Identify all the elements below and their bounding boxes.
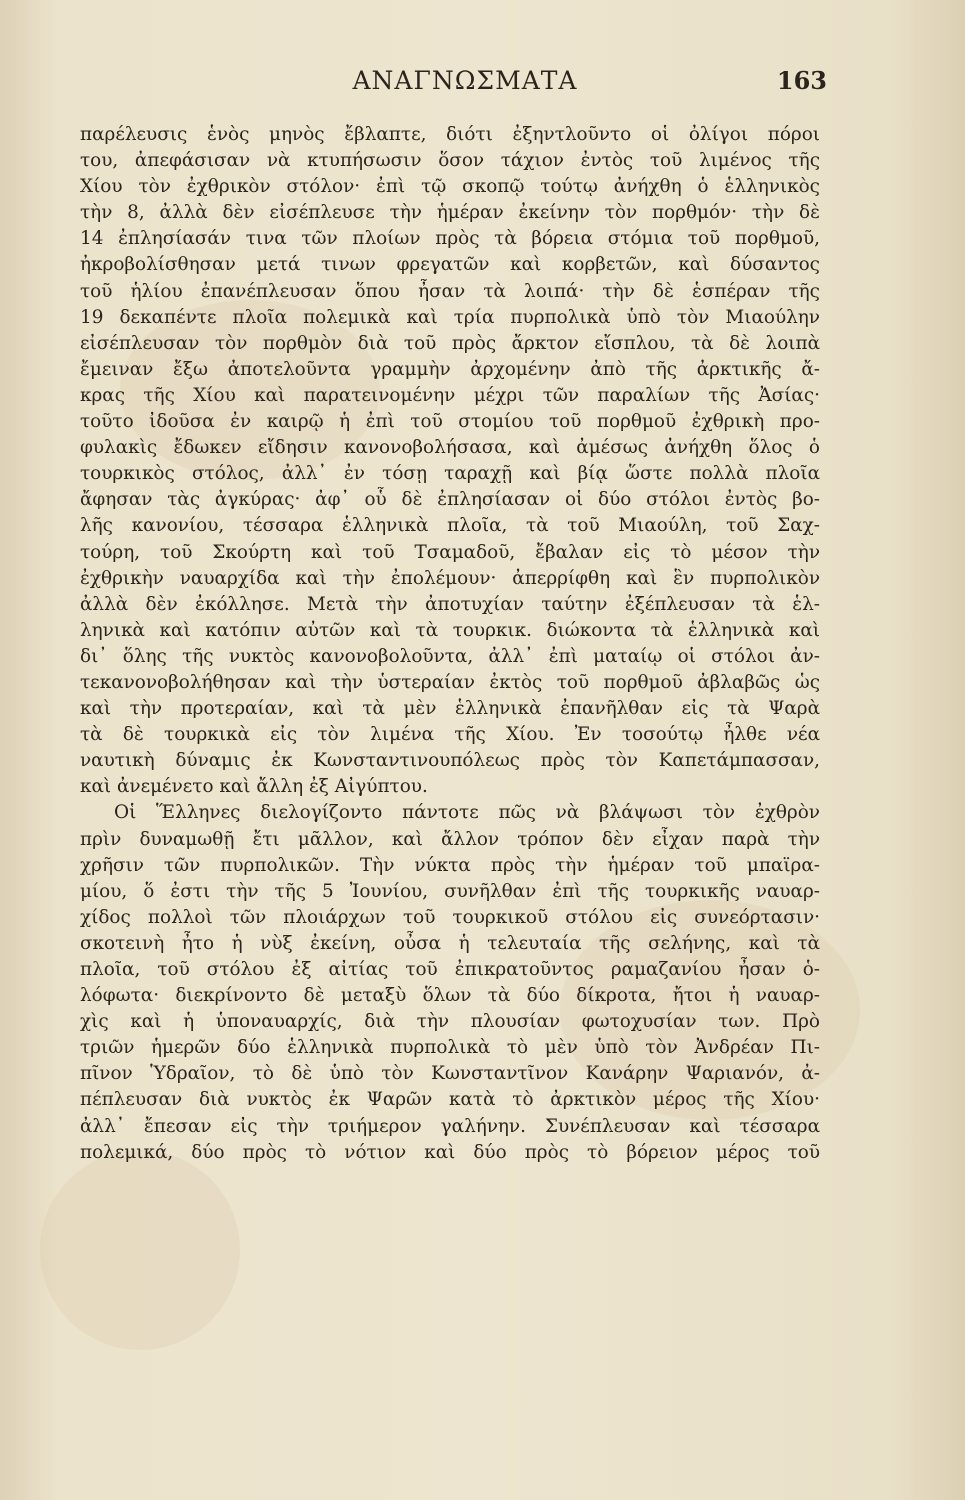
page-number: 163 (776, 66, 827, 95)
text-line: δι᾽ ὅλης τῆς νυκτὸς κανονοβολοῦντα, ἀλλ᾽ ἐπὶ ματαίῳ οἱ στόλοι ἀν- (80, 645, 820, 667)
text-line: τριῶν ἡμερῶν δύο ἑλληνικὰ πυρπολικὰ τὸ μὲν ὑπὸ τὸν Ἀνδρέαν Πι- (80, 1037, 820, 1059)
text-line: ἄφησαν τὰς ἀγκύρας· ἀφ᾽ οὗ δὲ ἐπλησίασαν οἱ δύο στόλοι ἐντὸς βο- (80, 489, 820, 511)
text-line: παρέλευσις ἑνὸς μηνὸς ἔβλαπτε, διότι ἐξηντλοῦντο οἱ ὀλίγοι πόροι (80, 124, 820, 145)
running-title: ΑΝΑΓΝΩΣΜΑΤΑ (352, 66, 578, 95)
text-line: ἐχθρικὴν ναυαρχίδα καὶ τὴν ἐπολέμουν· ἀπερρίφθη καὶ ἓν πυρπολικὸν (80, 567, 820, 589)
text-line: πλοῖα, τοῦ στόλου ἐξ αἰτίας τοῦ ἐπικρατοῦντος ραμαζανίου ἦσαν ὁ- (80, 959, 820, 980)
text-line: εἰσέπλευσαν τὸν πορθμὸν διὰ τοῦ πρὸς ἄρκτον εἴσπλου, τὰ δὲ λοιπὰ (80, 332, 820, 354)
text-line: ἠκροβολίσθησαν μετά τινων φρεγατῶν καὶ κορβετῶν, καὶ δύσαντος (80, 254, 820, 276)
text-line: καὶ τὴν προτεραίαν, καὶ τὰ μὲν ἑλληνικὰ ἐπανῆλθαν εἰς τὰ Ψαρὰ (80, 698, 820, 720)
text-line: σκοτεινὴ ἦτο ἡ νὺξ ἐκείνη, οὖσα ἡ τελευταία τῆς σελήνης, καὶ τὰ (80, 932, 820, 954)
text-line: ἀλλ᾽ ἔπεσαν εἰς τὴν τριήμερον γαλήνην. Συνέπλευσαν καὶ τέσσαρα (80, 1115, 820, 1137)
text-line: τεκανονοβολήθησαν καὶ τὴν ὑστεραίαν ἐκτὸς τοῦ πορθμοῦ ἀβλαβῶς ὡς (80, 671, 820, 693)
text-line: πολεμικά, δύο πρὸς τὸ νότιον καὶ δύο πρὸς τὸ βόρειον μέρος τοῦ (80, 1141, 820, 1163)
text-line: μίου, ὅ ἐστι τὴν τῆς 5 Ἰουνίου, συνῆλθαν ἐπὶ τῆς τουρκικῆς ναυαρ- (80, 880, 820, 902)
text-line: πρὶν δυναμωθῇ ἔτι μᾶλλον, καὶ ἄλλον τρόπον δὲν εἶχαν παρὰ τὴν (80, 828, 820, 850)
text-line: τὴν 8, ἀλλὰ δὲν εἰσέπλευσε τὴν ἡμέραν ἐκείνην τὸν πορθμόν· τὴν δὲ (80, 202, 820, 224)
text-line: ἀλλὰ δὲν ἐκόλλησε. Μετὰ τὴν ἀποτυχίαν ταύτην ἐξέπλευσαν τὰ ἑλ- (80, 593, 820, 615)
text-line: πῖνον Ὑδραῖον, τὸ δὲ ὑπὸ τὸν Κωνσταντῖνον Κανάρην Ψαριανόν, ἀ- (80, 1063, 820, 1085)
text-line: ἔμειναν ἔξω ἀποτελοῦντα γραμμὴν ἀρχομένην ἀπὸ τῆς ἀρκτικῆς ἄ- (80, 358, 820, 380)
text-line: ναυτικὴ δύναμις ἐκ Κωνσταντινουπόλεως πρὸς τὸν Καπετάμπασσαν, (80, 750, 820, 772)
text-line: τοῦτο ἰδοῦσα ἐν καιρῷ ἡ ἐπὶ τοῦ στομίου τοῦ πορθμοῦ ἐχθρικὴ προ- (80, 411, 820, 433)
text-line: Χίου τὸν ἐχθρικὸν στόλον· ἐπὶ τῷ σκοπῷ τούτῳ ἀνήχθη ὁ ἑλληνικὸς (80, 176, 820, 198)
text-line: λόφωτα· διεκρίνοντο δὲ μεταξὺ ὅλων τὰ δύο δίκροτα, ἤτοι ἡ ναυαρ- (80, 985, 820, 1007)
text-line: Οἱ Ἕλληνες διελογίζοντο πάντοτε πῶς νὰ βλάψωσι τὸν ἐχθρὸν (114, 802, 820, 824)
body-text (80, 122, 820, 1452)
text-line: καὶ ἀνεμένετο καὶ ἄλλη ἐξ Αἰγύπτου. (80, 776, 428, 798)
text-line: χρῆσιν τῶν πυρπολικῶν. Τὴν νύκτα πρὸς τὴν ἡμέραν τοῦ μπαϊρα- (80, 854, 820, 876)
text-line: του, ἀπεφάσισαν νὰ κτυπήσωσιν ὅσον τάχιον ἐντὸς τοῦ λιμένος τῆς (80, 150, 820, 172)
text-line: πέπλευσαν διὰ νυκτὸς ἐκ Ψαρῶν κατὰ τὸ ἀρκτικὸν μέρος τῆς Χίου· (80, 1089, 820, 1111)
text-line: τοῦ ἡλίου ἐπανέπλευσαν ὅπου ἦσαν τὰ λοιπά· τὴν δὲ ἑσπέραν τῆς (80, 280, 820, 302)
running-head (0, 66, 965, 110)
text-line: φυλακὶς ἔδωκεν εἴδησιν κανονοβολήσασα, καὶ ἀμέσως ἀνήχθη ὅλος ὁ (80, 437, 820, 459)
text-line: ληνικὰ καὶ κατόπιν αὐτῶν καὶ τὰ τουρκικ. διώκοντα τὰ ἑλληνικὰ καὶ (80, 619, 820, 641)
text-line: τουρκικὸς στόλος, ἀλλ᾽ ἐν τόσῃ ταραχῇ καὶ βίᾳ ὥστε πολλὰ πλοῖα (80, 463, 820, 485)
text-line: 14 ἐπλησίασάν τινα τῶν πλοίων πρὸς τὰ βόρεια στόμια τοῦ πορθμοῦ, (80, 228, 820, 250)
text-line: χίδος πολλοὶ τῶν πλοιάρχων τοῦ τουρκικοῦ στόλου εἰς συνεόρτασιν· (80, 906, 820, 928)
text-line: τὰ δὲ τουρκικὰ εἰς τὸν λιμένα τῆς Χίου. Ἐν τοσούτῳ ἦλθε νέα (80, 724, 820, 746)
text-line: κρας τῆς Χίου καὶ παρατεινομένην μέχρι τῶν παραλίων τῆς Ἀσίας· (80, 384, 820, 406)
text-line: χὶς καὶ ἡ ὑποναυαρχίς, διὰ τὴν πλουσίαν φωτοχυσίαν των. Πρὸ (80, 1011, 820, 1033)
text-line: 19 δεκαπέντε πλοῖα πολεμικὰ καὶ τρία πυρπολικὰ ὑπὸ τὸν Μιαούλην (80, 306, 820, 328)
text-line: τούρη, τοῦ Σκούρτη καὶ τοῦ Τσαμαδοῦ, ἔβαλαν εἰς τὸ μέσον τὴν (80, 541, 820, 563)
text-line: λῆς κανονίου, τέσσαρα ἑλληνικὰ πλοῖα, τὰ τοῦ Μιαούλη, τοῦ Σαχ- (80, 515, 820, 537)
